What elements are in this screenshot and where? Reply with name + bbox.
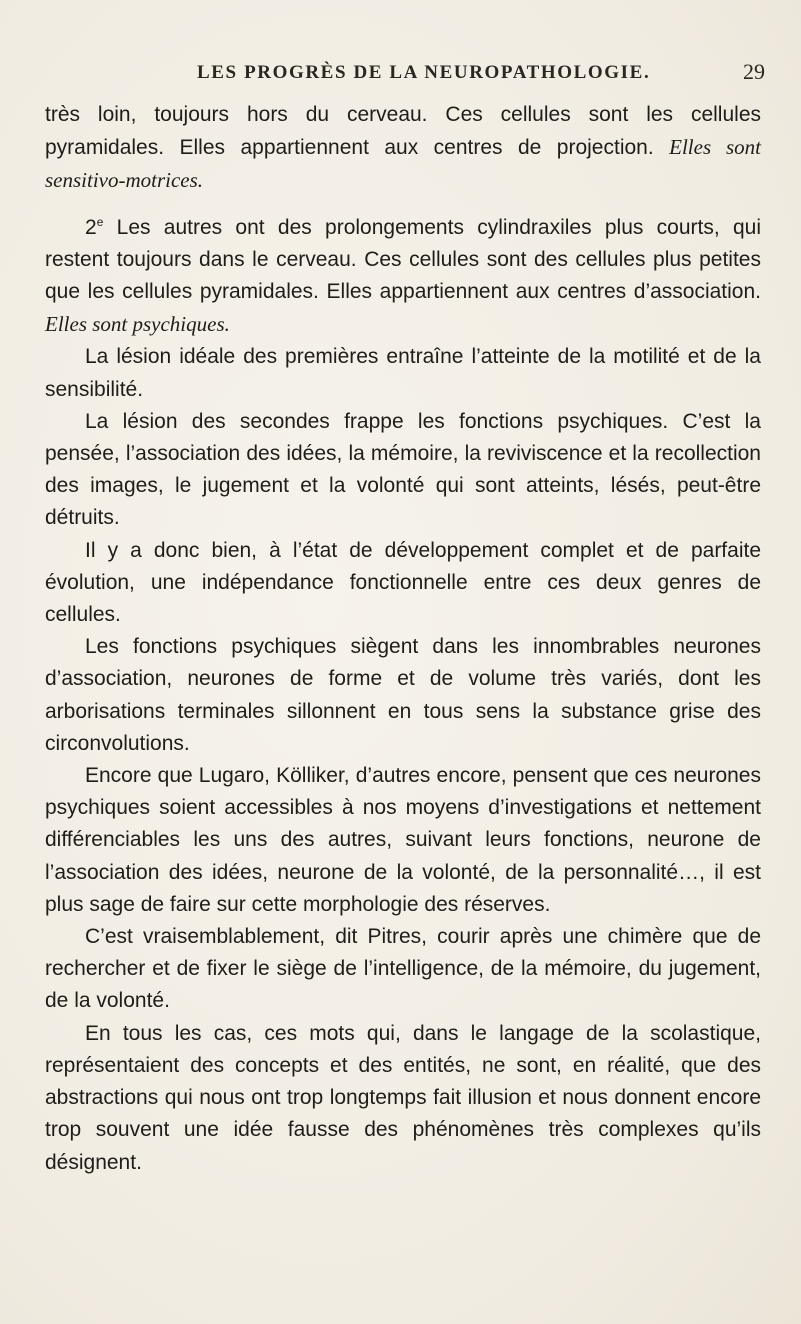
paragraph-5: Il y a donc bien, à l’état de développement complet et de parfaite évolution, une indépendance fonctionnelle entre ces deux genres de cellules. [45,538,761,627]
paragraph-1-text: très loin, toujours hors du cerveau. Ces cellules sont les cellules pyramidales. Elles appartiennent aux centres de projection. [45,103,761,160]
paragraph-2-italic: Elles sont psychiques. [45,312,230,337]
page-header [0,59,801,92]
paragraph-8: C’est vraisemblablement, dit Pitres, courir après une chimère que de rechercher et de fixer le siège de l’intelligence, de la mémoire, du jugement, de la volonté. [45,925,761,1013]
paragraph-2-number: 2 [85,215,97,239]
paragraph-2-superscript: e [96,214,104,229]
paragraph-3: La lésion idéale des premières entraîne l’atteinte de la motilité et de la sensibilité. [45,345,761,401]
paragraph-4: La lésion des secondes frappe les fonctions psychiques. C’est la pensée, l’association des idées, la mémoire, la reviviscence et la recollection des images, le jugement et la volonté qui sont atteints, lésés, peut-être détruits. [45,409,761,530]
page-number: 29 [743,59,765,84]
body-text [45,99,761,1179]
paragraph-7: Encore que Lugaro, Kölliker, d’autres encore, pensent que ces neurones psychiques soient accessibles à nos moyens d’investigations et nettement différenciables les uns des autres, suivant leurs fonctions, neurone de l’association des idées, neurone de la volonté, de la personnalité…, il est plus sage de faire sur cette morphologie des réserves. [45,764,761,916]
paragraph-1-italic: Elles sont sensitivo-motrices. [45,135,761,193]
running-head: LES PROGRÈS DE LA NEUROPATHOLOGIE. [197,62,651,83]
paragraph-6: Les fonctions psychiques siègent dans les innombrables neurones d’association, neurones de forme et de volume très variés, dont les arborisations terminales sillonnent en tous sens la substance grise des circonvolutions. [45,635,761,755]
paragraph-2-text: Les autres ont des prolongements cylindraxiles plus courts, qui restent toujours dans le cerveau. Ces cellules sont des cellules plus petites que les cellules pyramidales. Elles appartiennent aux centres d’association. [45,215,761,304]
paragraph-2 [45,212,761,342]
paragraph-9: En tous les cas, ces mots qui, dans le langage de la scolastique, représentaient des concepts et des entités, ne sont, en réalité, que des abstractions qui nous ont trop longtemps fait illusion et nous donnent encore trop souvent une idée fausse des phénomènes très complexes qu’ils désignent. [45,1021,761,1174]
paragraph-1 [45,99,761,198]
